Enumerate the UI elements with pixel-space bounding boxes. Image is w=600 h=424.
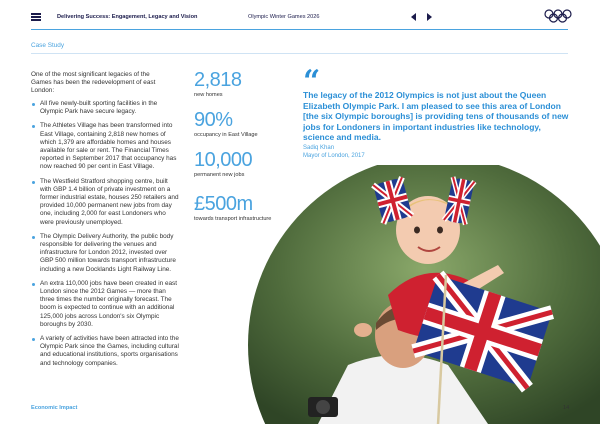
stat-label: permanent new jobs [194, 172, 245, 178]
legacy-bullet-list [31, 100, 179, 374]
list-item: The Westfield Stratford shopping centre, built with GBP 1.4 billion of private investment on a former industrial estate, houses 250 retailers and provided 10,000 permanent new jobs from day one, including 2,000 for east Londoners who were previously unemployed. [31, 178, 179, 227]
arrow-left-icon[interactable] [411, 13, 416, 21]
document-subtitle: Olympic Winter Games 2026 [248, 14, 320, 20]
list-item: An extra 110,000 jobs have been created in east London since the 2012 Games — more than three times the number originally forecast. The boom is expected to continue with an additional 125,000 jobs across London's six Olympic boroughs by 2030. [31, 280, 179, 329]
section-divider [31, 53, 568, 54]
stat-label: towards transport infrastructure [194, 216, 272, 222]
header-divider [31, 29, 568, 30]
section-label: Case Study [31, 42, 65, 49]
intro-paragraph: One of the most significant legacies of the Games has been the redevelopment of east London: [31, 71, 156, 95]
page-header [0, 0, 600, 34]
quote-author: Sadiq Khan [303, 145, 335, 151]
quote-author-role: Mayor of London, 2017 [303, 153, 365, 159]
stat-new-homes [194, 70, 274, 99]
stat-occupancy [194, 110, 274, 139]
stat-label: occupancy in East Village [194, 132, 258, 138]
list-item: The Athletes Village has been transformed into East Village, containing 2,818 new homes of which 1,379 are affordable homes and houses available for sale or rent. The Financial Times reported in September 2017 that occupancy has now reached 90 per cent in East Village. [31, 122, 179, 171]
spectators-photo [248, 165, 600, 424]
stat-value: £500m [194, 193, 253, 215]
hamburger-menu-icon[interactable] [31, 13, 41, 21]
stat-value: 2,818 [194, 69, 242, 91]
stat-value: 90% [194, 109, 233, 131]
pull-quote: The legacy of the 2012 Olympics is not just about the Queen Elizabeth Olympic Park. I am pleased to see this area of London [the six Olympic boroughs] is providing tens of thousands of new jobs for Londoners in important industries like technology, science and media. [303, 90, 569, 142]
olympic-rings-icon [544, 9, 572, 23]
quotation-mark-icon: “ [303, 64, 321, 99]
footer-section-label: Economic Impact [31, 405, 78, 411]
stat-label: new homes [194, 92, 223, 98]
arrow-right-icon[interactable] [427, 13, 432, 21]
document-title: Delivering Success: Engagement, Legacy and Vision [57, 14, 198, 20]
list-item: A variety of activities have been attracted into the Olympic Park since the Games, including cultural and educational institutions, sports organisations and technology companies. [31, 335, 179, 368]
list-item: All five newly-built sporting facilities in the Olympic Park have secure legacy. [31, 100, 179, 116]
page-number: 14 [563, 405, 570, 411]
list-item: The Olympic Delivery Authority, the public body responsible for delivering the venues and infrastructure for London 2012, invested over GBP 500 million towards transport infrastructure including a new Docklands Light Railway Line. [31, 233, 179, 274]
stat-value: 10,000 [194, 149, 253, 171]
